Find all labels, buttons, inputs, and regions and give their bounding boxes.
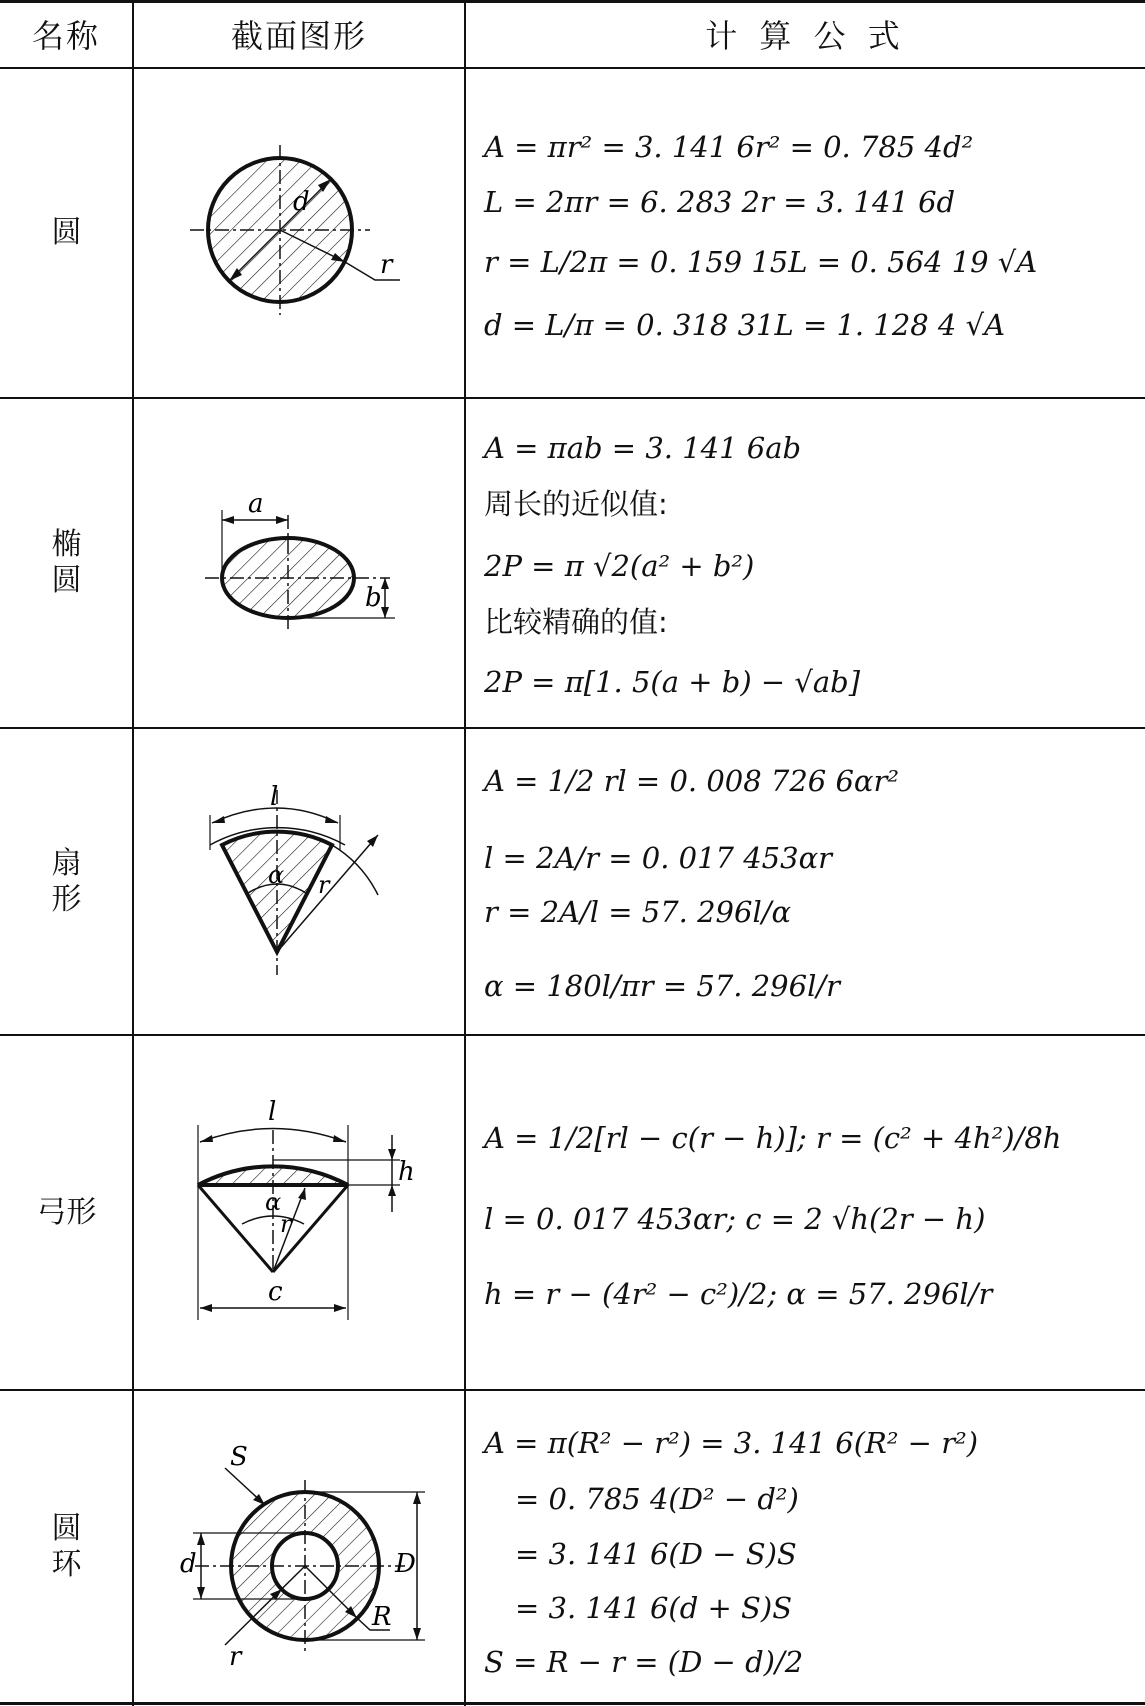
- formula-line: A = πr² = 3. 141 6r² = 0. 785 4d²: [484, 130, 974, 164]
- label-alpha: α: [268, 861, 285, 889]
- row-name-segment: 弓形: [36, 1194, 97, 1230]
- formula-line: h = r − (4r² − c²)/2; α = 57. 296l/r: [484, 1277, 993, 1311]
- row-rule: [0, 397, 1145, 399]
- formula-line: = 3. 141 6(d + S)S: [515, 1591, 793, 1625]
- circle-figure: [185, 140, 425, 330]
- formula-line: A = π(R² − r²) = 3. 141 6(R² − r²): [484, 1426, 979, 1460]
- label-c: c: [268, 1277, 283, 1307]
- formula-line: l = 0. 017 453αr; c = 2 √h(2r − h): [484, 1202, 986, 1236]
- label-r: r: [318, 871, 330, 899]
- label-d: d: [180, 1549, 197, 1579]
- label-h: h: [398, 1157, 415, 1187]
- ellipse-figure: [200, 490, 420, 640]
- label-r: r: [380, 250, 393, 280]
- label-l: l: [268, 1100, 277, 1127]
- label-alpha: α: [265, 1188, 282, 1216]
- header-figure: 截面图形: [230, 17, 367, 55]
- formula-note: 比较精确的值:: [484, 605, 668, 639]
- label-a: a: [248, 490, 264, 519]
- bottom-rule: [0, 1702, 1145, 1705]
- formula-line: L = 2πr = 6. 283 2r = 3. 141 6d: [484, 185, 956, 219]
- label-r: r: [280, 1210, 292, 1238]
- row-rule: [0, 1034, 1145, 1036]
- row-name-sector: 扇形: [51, 845, 82, 917]
- sector-figure: [200, 775, 400, 985]
- header-formula: 计 算 公 式: [705, 17, 906, 55]
- formula-line: α = 180l/πr = 57. 296l/r: [484, 969, 840, 1003]
- label-d: d: [293, 187, 310, 217]
- formula-line: l = 2A/r = 0. 017 453αr: [484, 841, 833, 875]
- segment-figure: [180, 1100, 420, 1330]
- row-rule: [0, 727, 1145, 729]
- row-name-annulus: 圆环: [51, 1510, 82, 1582]
- row-name-ellipse: 椭圆: [51, 527, 82, 598]
- annulus-figure: [165, 1440, 435, 1670]
- formula-line: A = 1/2[rl − c(r − h)]; r = (c² + 4h²)/8h: [484, 1121, 1062, 1155]
- formula-line: A = πab = 3. 141 6ab: [484, 431, 802, 465]
- row-name-circle: 圆: [51, 215, 82, 250]
- formula-line: r = 2A/l = 57. 296l/α: [484, 895, 792, 929]
- formula-line: = 0. 785 4(D² − d²): [515, 1482, 799, 1516]
- label-D: D: [395, 1549, 416, 1579]
- label-r: r: [229, 1642, 242, 1670]
- formula-line: S = R − r = (D − d)/2: [484, 1645, 804, 1679]
- label-l: l: [270, 782, 279, 812]
- formula-line: = 3. 141 6(D − S)S: [515, 1537, 797, 1571]
- label-S: S: [230, 1442, 248, 1472]
- formula-line: 2P = π[1. 5(a + b) − √ab]: [484, 665, 861, 699]
- formula-line: r = L/2π = 0. 159 15L = 0. 564 19 √A: [484, 245, 1038, 279]
- formula-note: 周长的近似值:: [484, 487, 668, 521]
- formula-line: 2P = π √2(a² + b²): [484, 549, 755, 583]
- header-name: 名称: [31, 17, 100, 55]
- formula-line: d = L/π = 0. 318 31L = 1. 128 4 √A: [484, 308, 1006, 342]
- formula-line: A = 1/2 rl = 0. 008 726 6αr²: [484, 764, 899, 798]
- label-R: R: [372, 1602, 392, 1632]
- label-b: b: [365, 583, 382, 613]
- col-rule: [464, 0, 466, 1706]
- row-rule: [0, 1389, 1145, 1391]
